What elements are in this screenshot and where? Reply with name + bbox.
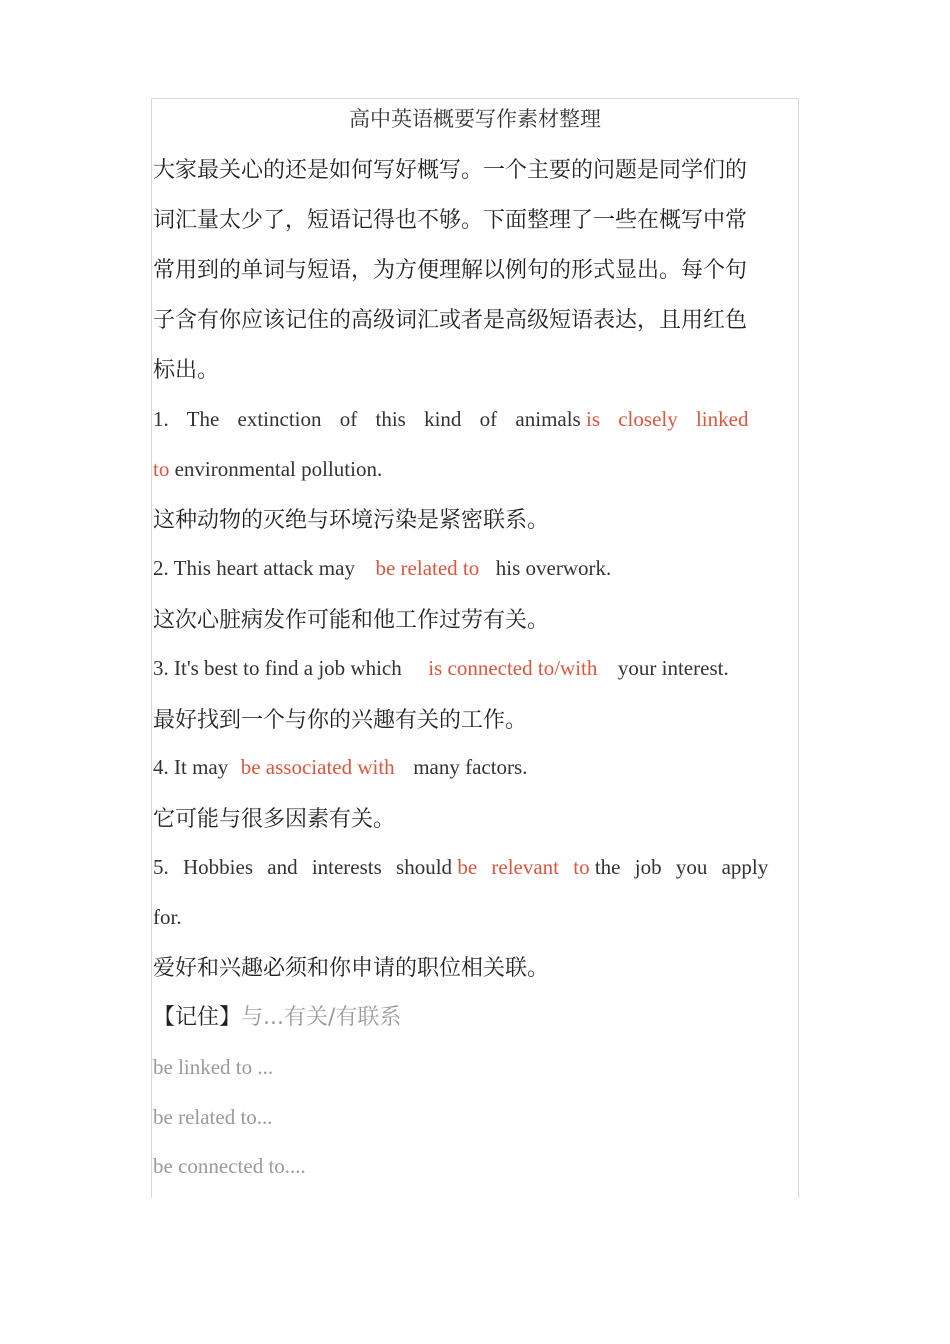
example-3-text-end: your interest. (617, 656, 729, 680)
example-1-highlight: is closely linked (585, 407, 749, 431)
intro-line-5: 标出。 (153, 358, 220, 383)
intro-line-4: 子含有你应该记住的高级词汇或者是高级短语表达，且用红色 (153, 308, 748, 333)
remember-phrase-2: be related to... (153, 1105, 273, 1129)
example-4-text: 4. It may (153, 755, 229, 779)
example-1-highlight-cont: to (153, 457, 170, 481)
remember-phrase-1: be linked to ... (153, 1055, 274, 1079)
example-1-line-2 (153, 457, 382, 482)
example-4-text-end: many factors. (413, 755, 528, 779)
remember-meaning: 与...有关/有联系 (241, 1005, 402, 1030)
example-4-highlight: be associated with (240, 755, 395, 779)
example-4-sentence (153, 755, 527, 780)
example-3-highlight: is connected to/with (428, 656, 598, 680)
intro-line-2: 词汇量太少了，短语记得也不够。下面整理了一些在概写中常 (153, 208, 748, 233)
example-5-line-2: for. (153, 905, 182, 929)
example-2-sentence (153, 556, 611, 581)
example-3-translation: 最好找到一个与你的兴趣有关的工作。 (153, 708, 528, 733)
example-3-sentence (153, 656, 729, 681)
example-5-text-mid: the job you apply (594, 855, 769, 879)
remember-label: 【记住】 (153, 1005, 242, 1030)
remember-heading (153, 1000, 401, 1031)
example-1-line-1 (153, 407, 748, 432)
document-title: 高中英语概要写作素材整理 (349, 107, 601, 131)
example-1-translation: 这种动物的灭绝与环境污染是紧密联系。 (153, 508, 550, 533)
example-1-text-cont: environmental pollution. (169, 457, 383, 481)
example-5-line-1 (153, 855, 768, 880)
example-4-translation: 它可能与很多因素有关。 (153, 807, 396, 832)
example-2-text: 2. This heart attack may (153, 556, 355, 580)
example-3-text: 3. It's best to find a job which (153, 656, 402, 680)
example-5-text: 5. Hobbies and interests should (153, 855, 453, 879)
remember-phrase-3: be connected to.... (153, 1154, 306, 1178)
example-1-text: 1. The extinction of this kind of animals (153, 407, 581, 431)
example-2-highlight: be related to (375, 556, 480, 580)
intro-line-3: 常用到的单词与短语，为方便理解以例句的形式显出。每个句 (153, 258, 748, 283)
example-2-translation: 这次心脏病发作可能和他工作过劳有关。 (153, 608, 550, 633)
example-2-text-end: his overwork. (495, 556, 612, 580)
example-5-highlight: be relevant to (457, 855, 590, 879)
example-5-translation: 爱好和兴趣必须和你申请的职位相关联。 (153, 956, 550, 981)
intro-line-1: 大家最关心的还是如何写好概写。一个主要的问题是同学们的 (153, 158, 748, 183)
